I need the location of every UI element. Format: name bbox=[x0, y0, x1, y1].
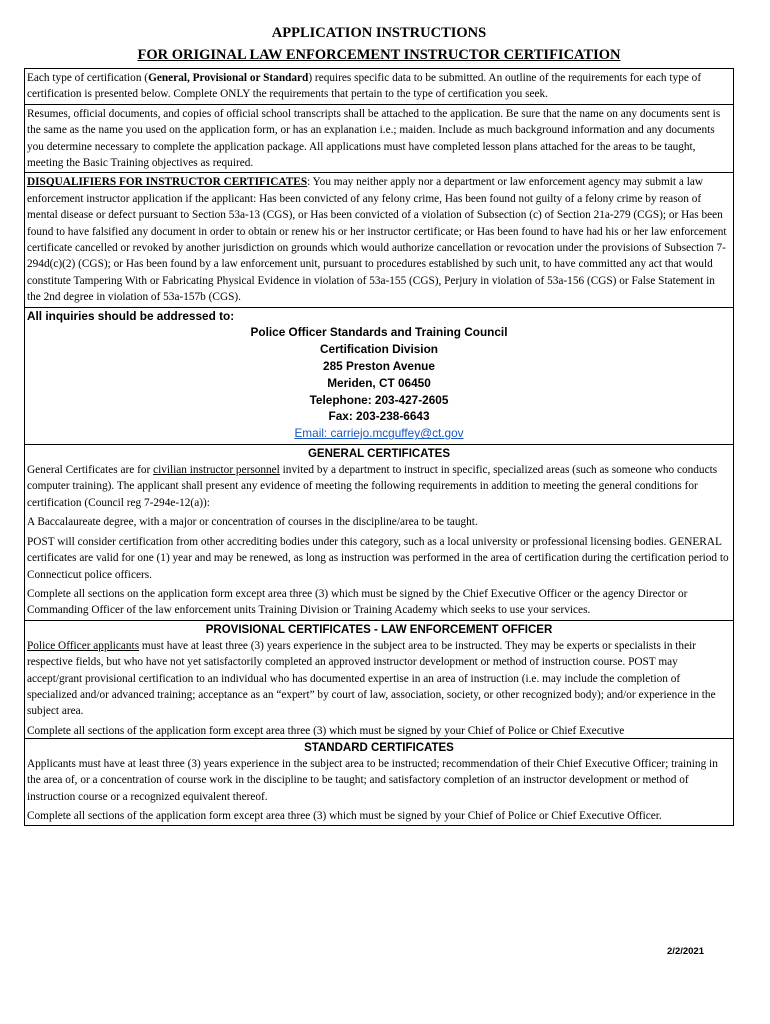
standard-heading: STANDARD CERTIFICATES bbox=[304, 741, 454, 754]
general-paragraph-1 bbox=[27, 462, 731, 511]
contact-fax: Fax: 203-238-6643 bbox=[328, 409, 430, 424]
document-date: 2/2/2021 bbox=[667, 946, 704, 957]
provisional-paragraph-1 bbox=[27, 638, 731, 720]
general-paragraph-4: Complete all sections on the application form except area three (3) which must be signed by the Chief Executive Officer or the agency Director or Commanding Officer of the law enforcement units Training Division or Training Academy which seeks to use your services. bbox=[27, 587, 688, 617]
standard-paragraph-2: Complete all sections of the application form except area three (3) which must be signed by your Chief of Police or Chief Executive Officer. bbox=[27, 809, 662, 822]
intro-paragraph bbox=[27, 70, 731, 103]
provisional-heading: PROVISIONAL CERTIFICATES - LAW ENFORCEMENT OFFICER bbox=[205, 623, 553, 636]
contact-org: Police Officer Standards and Training Council bbox=[250, 325, 508, 340]
inquiries-label: All inquiries should be addressed to: bbox=[27, 308, 235, 323]
intro-text-pre: Each type of certification ( bbox=[27, 72, 149, 84]
general-paragraph-2: A Baccalaureate degree, with a major or concentration of courses in the discipline/area to be taught. bbox=[27, 516, 478, 529]
attachments-paragraph: Resumes, official documents, and copies of official school transcripts shall be attached to the application. Be sure that the name on any documents sent is the same as the name you used on the application form, or has an explanation i.e.; maiden. Include as much background information and any documents you determine necessary to complete the application package. All applications must have completed lesson plans attached for the areas to be taught, meeting the Basic Training objectives as required. bbox=[27, 107, 721, 170]
inquiries-section bbox=[24, 307, 734, 445]
contact-division: Certification Division bbox=[320, 342, 438, 357]
document-page bbox=[24, 22, 734, 826]
contact-telephone: Telephone: 203-427-2605 bbox=[309, 392, 449, 407]
general-heading: GENERAL CERTIFICATES bbox=[307, 448, 451, 461]
standard-certificates-section bbox=[24, 738, 734, 827]
civilian-instructor-personnel: civilian instructor personnel bbox=[153, 464, 280, 477]
provisional-paragraph-2: Complete all sections of the application form except area three (3) which must be signed by your Chief of Police or Chief Executive bbox=[27, 724, 625, 737]
general-p1-post: invited by a department to instruct in specific, specialized areas (such as someone who conducts computer training). The applicant shall present any evidence of meeting the following requirements in addition to meeting the general conditions for certification (Council reg 7-294e-12(a)): bbox=[27, 464, 718, 509]
standard-paragraph-1: Applicants must have at least three (3) years experience in the subject area to be instructed; recommendation of their Chief Executive Officer; training in the area of, or a concentration of course work in the discipline to be taught; and satisfactory completion of an instructor development or method of instruction course or a recognized equivalent thereof. bbox=[27, 757, 718, 803]
disqualifiers-section bbox=[24, 172, 734, 307]
title-line-2: FOR ORIGINAL LAW ENFORCEMENT INSTRUCTOR CERTIFICATION bbox=[137, 47, 621, 63]
document-title bbox=[24, 22, 734, 66]
intro-section bbox=[24, 68, 734, 105]
provisional-p1-post: must have at least three (3) years experience in the subject area to be instructed. They may be experts or specialists in their respective fields, but who have not yet satisfactorily completed an approved instructor development or method of instruction course. POST may accept/grant provisional certification to an individual who has documented expertise in an area of instruction (i.e. may include the completion of specialized and/or advanced training; acceptance as an “expert” by court of law, association, society, or other recognized body); and/or experience in the subject area. bbox=[27, 639, 716, 718]
contact-street: 285 Preston Avenue bbox=[323, 359, 435, 374]
general-p1-pre: General Certificates are for bbox=[27, 464, 154, 477]
police-officer-applicants: Police Officer applicants bbox=[27, 639, 140, 652]
email-link[interactable]: Email: carriejo.mcguffey@ct.gov bbox=[294, 426, 464, 441]
title-line-1: APPLICATION INSTRUCTIONS bbox=[271, 25, 487, 41]
disqualifiers-text: : You may neither apply nor a department or law enforcement agency may submit a law enforcement instructor application if the applicant: Has been convicted of any felony crime, Has been found not guilty of a felony crime by reason of mental disease or defect pursuant to Section 53a-13 (CGS), or Has been convicted of a violation of Subsection (c) of Section 21a-279 (CGS); or Has been found to have falsified any document in order to obtain or renew his or her instructor certificate; or Has been found to have had his or her law enforcement certificate cancelled or revoked by another jurisdiction on grounds which would authorize cancellation or revocation under the provisions of Subsection 7-294d(c)(2) (CGS); or Has been found by a law enforcement unit, pursuant to procedures established by such unit, to have committed any act that would constitute Tampering With or Fabricating Physical Evidence in violation of 53a-155 (CGS), Perjury in violation of 53a-156 (CGS) or False Statement in the 2nd degree in violation of 53a-157b (CGS). bbox=[27, 176, 727, 304]
attachments-section bbox=[24, 104, 734, 174]
contact-city: Meriden, CT 06450 bbox=[327, 375, 431, 390]
provisional-certificates-section bbox=[24, 620, 734, 739]
general-paragraph-3: POST will consider certification from other accrediting bodies under this category, such as a local university or professional licensing bodies. GENERAL certificates are valid for one (1) year and may be renewed, as long as instruction was performed in the area of certification during the certification period to Connecticut police officers. bbox=[27, 535, 729, 581]
disqualifiers-heading: DISQUALIFIERS FOR INSTRUCTOR CERTIFICATES bbox=[27, 176, 308, 189]
intro-certification-types: General, Provisional or Standard bbox=[148, 72, 309, 84]
general-certificates-section bbox=[24, 444, 734, 621]
contact-block bbox=[27, 324, 731, 442]
intro-text-post: ) requires specific data to be submitted. An outline of the requirements for each type of certification is presented below. Complete ONLY the requirements that pertain to the type of certification you seek. bbox=[27, 72, 702, 101]
disqualifiers-paragraph bbox=[27, 174, 731, 305]
